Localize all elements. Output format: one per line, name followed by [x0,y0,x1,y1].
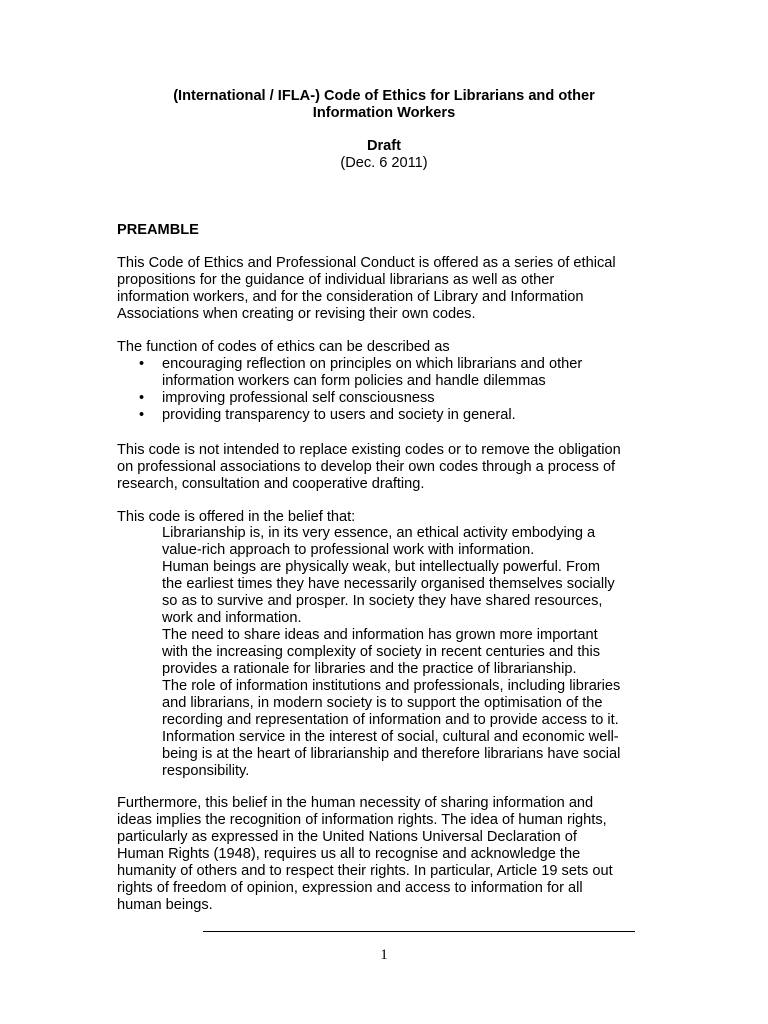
paragraph-line: This Code of Ethics and Professional Conduct is offered as a series of ethical [117,255,616,271]
paragraph-line: research, consultation and cooperative drafting. [117,476,425,492]
belief-line: Human beings are physically weak, but intellectually powerful. From [162,559,601,575]
title-line: Information Workers [312,105,456,121]
paragraph-line: Furthermore, this belief in the human necessity of sharing information and [117,795,594,811]
bullet-item [117,356,657,390]
belief-line: with the increasing complexity of society in recent centuries and this [162,644,601,660]
function-bullet-list [117,356,657,424]
bullet-item [117,407,657,424]
bullet-dot-icon: • [139,356,145,372]
belief-line: responsibility. [162,763,250,779]
belief-line: The need to share ideas and information has grown more important [162,627,598,643]
paragraph-line: This code is not intended to replace existing codes or to remove the obligation [117,442,621,458]
paragraph-line: rights of freedom of opinion, expression and access to information for all [117,880,583,896]
paragraph-line: humanity of others and to respect their rights. In particular, Article 19 sets out [117,863,613,879]
paragraph-line: propositions for the guidance of individual librarians as well as other [117,272,555,288]
bullet-line: information workers can form policies and handle dilemmas [162,373,546,389]
belief-line: work and information. [162,610,302,626]
bullet-line: encouraging reflection on principles on which librarians and other [162,356,583,372]
document-title [0,88,768,122]
paragraph-not-replace [117,442,657,493]
belief-line: the earliest times they have necessarily organised themselves socially [162,576,615,592]
bullet-dot-icon: • [139,407,145,423]
title-line: (International / IFLA-) Code of Ethics for Librarians and other [173,88,595,104]
belief-line: recording and representation of information and to provide access to it. [162,712,619,728]
paragraph-line: Human Rights (1948), requires us all to recognise and acknowledge the [117,846,581,862]
preamble-heading: PREAMBLE [117,222,199,238]
belief-line: and librarians, in modern society is to support the optimisation of the [162,695,603,711]
belief-line: Librarianship is, in its very essence, an ethical activity embodying a [162,525,596,541]
draft-label: Draft [366,138,402,154]
paragraph-line: information workers, and for the consideration of Library and Information [117,289,584,305]
page-number: 1 [380,947,388,963]
belief-line: provides a rationale for libraries and the practice of librarianship. [162,661,577,677]
belief-intro: This code is offered in the belief that: [117,509,356,525]
bullet-line: improving professional self consciousness [162,390,435,406]
belief-line: The role of information institutions and professionals, including libraries [162,678,621,694]
function-intro: The function of codes of ethics can be described as [117,339,450,355]
paragraph-information-rights [117,795,657,914]
bullet-line: providing transparency to users and society in general. [162,407,516,423]
belief-statements [162,525,662,780]
belief-line: being is at the heart of librarianship and therefore librarians have social [162,746,621,762]
paragraph-line: particularly as expressed in the United Nations Universal Declaration of [117,829,577,845]
footer-divider [203,931,635,932]
draft-date: (Dec. 6 2011) [340,155,428,171]
belief-line: so as to survive and prosper. In society they have shared resources, [162,593,603,609]
bullet-item [117,390,657,407]
bullet-dot-icon: • [139,390,145,406]
paragraph-line: ideas implies the recognition of information rights. The idea of human rights, [117,812,607,828]
belief-line: Information service in the interest of social, cultural and economic well- [162,729,619,745]
paragraph-line: human beings. [117,897,213,913]
paragraph-line: Associations when creating or revising their own codes. [117,306,476,322]
paragraph-purpose [117,255,657,323]
paragraph-line: on professional associations to develop their own codes through a process of [117,459,616,475]
belief-line: value-rich approach to professional work with information. [162,542,535,558]
